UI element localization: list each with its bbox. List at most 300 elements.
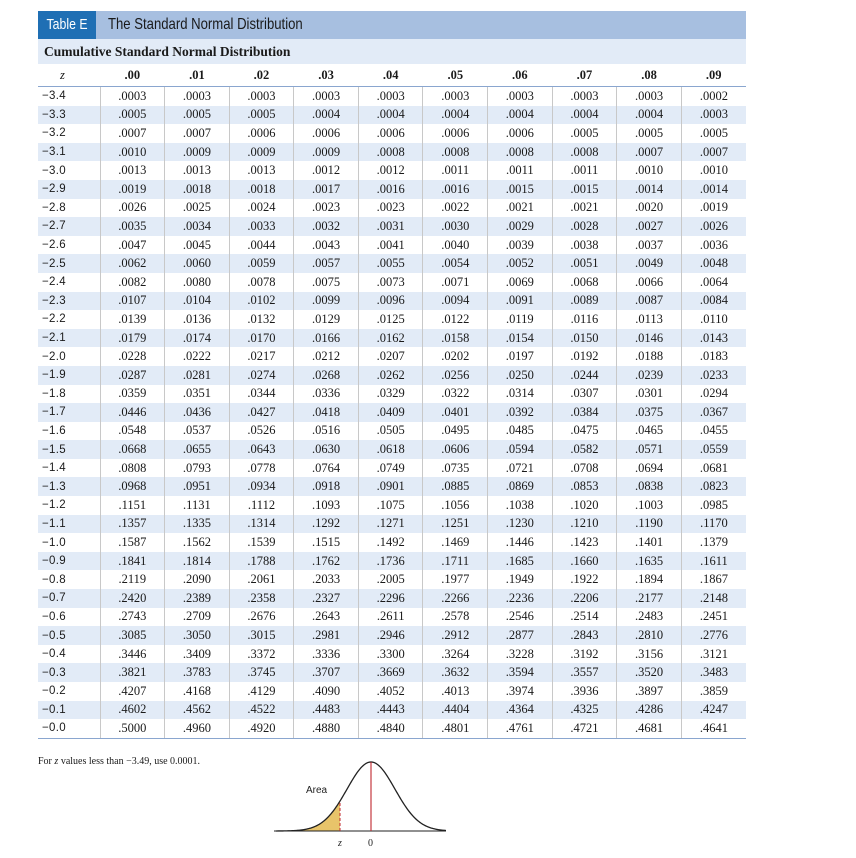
probability-cell: .2358 (229, 589, 294, 608)
column-header: .03 (294, 64, 359, 87)
probability-cell: .0793 (165, 459, 230, 478)
probability-cell: .4522 (229, 701, 294, 720)
probability-cell: .1379 (681, 533, 746, 552)
probability-cell: .0207 (358, 347, 423, 366)
probability-cell: .0427 (229, 403, 294, 422)
probability-cell: .1949 (488, 570, 553, 589)
probability-cell: .0004 (423, 106, 488, 125)
probability-cell: .0064 (681, 273, 746, 292)
probability-cell: .0003 (358, 87, 423, 106)
probability-cell: .2296 (358, 589, 423, 608)
probability-cell: .0009 (165, 143, 230, 162)
column-header: .07 (552, 64, 617, 87)
probability-cell: .0012 (358, 161, 423, 180)
probability-cell: .0643 (229, 440, 294, 459)
probability-cell: .0008 (552, 143, 617, 162)
probability-cell: .0307 (552, 385, 617, 404)
probability-cell: .0465 (617, 422, 682, 441)
probability-cell: .0132 (229, 310, 294, 329)
probability-cell: .3520 (617, 663, 682, 682)
probability-cell: .0048 (681, 254, 746, 273)
table-row (38, 310, 746, 329)
probability-cell: .0003 (165, 87, 230, 106)
probability-cell: .0024 (229, 199, 294, 218)
probability-cell: .0005 (552, 124, 617, 143)
probability-cell: .0179 (100, 329, 165, 348)
probability-cell: .1170 (681, 515, 746, 534)
table-row (38, 199, 746, 218)
probability-cell: .3783 (165, 663, 230, 682)
column-header: .05 (423, 64, 488, 87)
area-label: Area (306, 785, 328, 796)
probability-cell: .2912 (423, 626, 488, 645)
probability-cell: .0089 (552, 292, 617, 311)
column-header: .01 (165, 64, 230, 87)
probability-cell: .0029 (488, 217, 553, 236)
probability-cell: .0375 (617, 403, 682, 422)
z-value-cell: −1.4 (42, 462, 66, 475)
probability-cell: .0059 (229, 254, 294, 273)
table-row (38, 403, 746, 422)
z-value-cell: −3.3 (38, 106, 100, 125)
probability-cell: .4721 (552, 719, 617, 738)
probability-cell: .0256 (423, 366, 488, 385)
probability-cell: .2236 (488, 589, 553, 608)
z-value-cell: −1.9 (38, 366, 100, 385)
probability-cell: .0274 (229, 366, 294, 385)
probability-cell: .0004 (488, 106, 553, 125)
probability-cell: .1867 (681, 570, 746, 589)
probability-cell: .0485 (488, 422, 553, 441)
probability-cell: .0007 (681, 143, 746, 162)
probability-cell: .0008 (423, 143, 488, 162)
footnote (38, 756, 200, 767)
probability-cell: .3859 (681, 682, 746, 701)
probability-cell: .3594 (488, 663, 553, 682)
probability-cell: .0006 (488, 124, 553, 143)
probability-cell: .0107 (100, 292, 165, 311)
probability-cell: .0015 (552, 180, 617, 199)
column-header: .02 (229, 64, 294, 87)
probability-cell: .0162 (358, 329, 423, 348)
probability-cell: .1762 (294, 552, 359, 571)
probability-cell: .1131 (165, 496, 230, 515)
probability-cell: .0170 (229, 329, 294, 348)
probability-cell: .0985 (681, 496, 746, 515)
probability-cell: .0019 (681, 199, 746, 218)
probability-cell: .0051 (552, 254, 617, 273)
z-axis-label: z (338, 838, 342, 849)
probability-cell: .0026 (100, 199, 165, 218)
probability-cell: .0336 (294, 385, 359, 404)
probability-cell: .1446 (488, 533, 553, 552)
probability-cell: .0055 (358, 254, 423, 273)
probability-cell: .0197 (488, 347, 553, 366)
table-row (38, 663, 746, 682)
table-row (38, 217, 746, 236)
probability-cell: .0102 (229, 292, 294, 311)
probability-cell: .2676 (229, 608, 294, 627)
probability-cell: .4207 (100, 682, 165, 701)
normal-curve-figure (270, 760, 450, 858)
probability-cell: .1093 (294, 496, 359, 515)
probability-cell: .0019 (100, 180, 165, 199)
probability-cell: .0110 (681, 310, 746, 329)
probability-cell: .0010 (100, 143, 165, 162)
probability-cell: .2546 (488, 608, 553, 627)
probability-cell: .0039 (488, 236, 553, 255)
probability-cell: .0446 (100, 403, 165, 422)
z-value-cell: −0.7 (38, 589, 100, 608)
probability-cell: .4129 (229, 682, 294, 701)
table-row (38, 180, 746, 199)
probability-cell: .4840 (358, 719, 423, 738)
probability-cell: .0087 (617, 292, 682, 311)
table-row (38, 292, 746, 311)
z-value-cell: −2.4 (42, 276, 66, 289)
table-row (38, 124, 746, 143)
probability-cell: .4562 (165, 701, 230, 720)
probability-cell: .1423 (552, 533, 617, 552)
z-value-cell: −1.7 (38, 403, 100, 422)
probability-cell: .0735 (423, 459, 488, 478)
probability-cell: .0052 (488, 254, 553, 273)
table-row (38, 608, 746, 627)
probability-cell: .0060 (165, 254, 230, 273)
probability-cell: .3156 (617, 645, 682, 664)
probability-cell: .1292 (294, 515, 359, 534)
probability-cell: .0301 (617, 385, 682, 404)
probability-cell: .3557 (552, 663, 617, 682)
probability-cell: .0537 (165, 422, 230, 441)
probability-cell: .4364 (488, 701, 553, 720)
probability-cell: .0084 (681, 292, 746, 311)
probability-cell: .0582 (552, 440, 617, 459)
probability-cell: .1635 (617, 552, 682, 571)
probability-cell: .0618 (358, 440, 423, 459)
probability-cell: .0129 (294, 310, 359, 329)
probability-cell: .2327 (294, 589, 359, 608)
z-value-cell: −2.5 (38, 254, 100, 273)
probability-cell: .0004 (552, 106, 617, 125)
table-row (38, 682, 746, 701)
probability-cell: .0764 (294, 459, 359, 478)
probability-cell: .0749 (358, 459, 423, 478)
probability-cell: .0011 (488, 161, 553, 180)
probability-cell: .1210 (552, 515, 617, 534)
probability-cell: .0011 (552, 161, 617, 180)
probability-cell: .0005 (165, 106, 230, 125)
column-header: .04 (358, 64, 423, 87)
probability-cell: .0384 (552, 403, 617, 422)
probability-cell: .0869 (488, 477, 553, 496)
probability-cell: .1038 (488, 496, 553, 515)
z-value-cell: −3.4 (42, 90, 66, 103)
table-row (38, 422, 746, 441)
table-row (38, 106, 746, 125)
probability-cell: .0004 (617, 106, 682, 125)
z-value-cell: −1.1 (38, 515, 100, 534)
probability-cell: .0013 (229, 161, 294, 180)
probability-cell: .0020 (617, 199, 682, 218)
probability-cell: .0409 (358, 403, 423, 422)
z-value-cell: −1.5 (38, 440, 100, 459)
probability-cell: .0005 (100, 106, 165, 125)
table-row (38, 719, 746, 738)
probability-cell: .0045 (165, 236, 230, 255)
probability-cell: .0838 (617, 477, 682, 496)
probability-cell: .2643 (294, 608, 359, 627)
probability-cell: .2877 (488, 626, 553, 645)
zero-axis-label: 0 (368, 838, 373, 849)
probability-cell: .0006 (358, 124, 423, 143)
probability-cell: .4325 (552, 701, 617, 720)
probability-cell: .0078 (229, 273, 294, 292)
footnote-text-before: For (38, 756, 55, 767)
probability-cell: .0244 (552, 366, 617, 385)
probability-cell: .3264 (423, 645, 488, 664)
probability-cell: .0096 (358, 292, 423, 311)
probability-cell: .0006 (229, 124, 294, 143)
probability-cell: .2810 (617, 626, 682, 645)
probability-cell: .0212 (294, 347, 359, 366)
probability-cell: .0026 (681, 217, 746, 236)
probability-cell: .0606 (423, 440, 488, 459)
probability-cell: .4013 (423, 682, 488, 701)
z-value-cell: −1.0 (42, 536, 66, 549)
probability-cell: .2981 (294, 626, 359, 645)
table-row (38, 143, 746, 162)
probability-cell: .0094 (423, 292, 488, 311)
z-value-cell: −2.1 (38, 329, 100, 348)
probability-cell: .0022 (423, 199, 488, 218)
probability-cell: .4286 (617, 701, 682, 720)
probability-cell: .2033 (294, 570, 359, 589)
probability-cell: .0068 (552, 273, 617, 292)
probability-cell: .1075 (358, 496, 423, 515)
probability-cell: .2843 (552, 626, 617, 645)
table-row (38, 645, 746, 664)
table-row (38, 552, 746, 571)
probability-cell: .0027 (617, 217, 682, 236)
probability-cell: .1841 (100, 552, 165, 571)
table-subtitle: Cumulative Standard Normal Distribution (44, 44, 291, 59)
column-header-row (38, 64, 746, 87)
probability-cell: .0143 (681, 329, 746, 348)
probability-cell: .4880 (294, 719, 359, 738)
z-value-cell: −2.6 (42, 239, 66, 252)
normal-curve (276, 762, 446, 831)
probability-cell: .0217 (229, 347, 294, 366)
probability-cell: .0034 (165, 217, 230, 236)
probability-cell: .0044 (229, 236, 294, 255)
z-table (38, 64, 746, 739)
probability-cell: .0009 (294, 143, 359, 162)
probability-cell: .0594 (488, 440, 553, 459)
probability-cell: .0721 (488, 459, 553, 478)
probability-cell: .4761 (488, 719, 553, 738)
probability-cell: .3336 (294, 645, 359, 664)
probability-cell: .0038 (552, 236, 617, 255)
table-row (38, 329, 746, 348)
table-row (38, 570, 746, 589)
probability-cell: .0495 (423, 422, 488, 441)
probability-cell: .0630 (294, 440, 359, 459)
probability-cell: .0359 (100, 385, 165, 404)
probability-cell: .0016 (423, 180, 488, 199)
probability-cell: .0136 (165, 310, 230, 329)
probability-cell: .0901 (358, 477, 423, 496)
probability-cell: .0139 (100, 310, 165, 329)
probability-cell: .0041 (358, 236, 423, 255)
table-row (38, 589, 746, 608)
probability-cell: .0082 (100, 273, 165, 292)
probability-cell: .1515 (294, 533, 359, 552)
probability-cell: .2483 (617, 608, 682, 627)
probability-cell: .0516 (294, 422, 359, 441)
table-row (38, 626, 746, 645)
table-row (38, 366, 746, 385)
probability-cell: .0233 (681, 366, 746, 385)
probability-cell: .2177 (617, 589, 682, 608)
probability-cell: .2709 (165, 608, 230, 627)
probability-cell: .1271 (358, 515, 423, 534)
probability-cell: .0099 (294, 292, 359, 311)
probability-cell: .1611 (681, 552, 746, 571)
probability-cell: .4681 (617, 719, 682, 738)
probability-cell: .0091 (488, 292, 553, 311)
probability-cell: .0066 (617, 273, 682, 292)
z-value-cell: −0.8 (42, 573, 66, 586)
probability-cell: .0188 (617, 347, 682, 366)
probability-cell: .0037 (617, 236, 682, 255)
probability-cell: .2451 (681, 608, 746, 627)
z-value-cell: −2.7 (38, 217, 100, 236)
probability-cell: .0314 (488, 385, 553, 404)
probability-cell: .0018 (165, 180, 230, 199)
probability-cell: .1401 (617, 533, 682, 552)
z-value-cell: −0.5 (38, 626, 100, 645)
table-row (38, 515, 746, 534)
probability-cell: .4443 (358, 701, 423, 720)
probability-cell: .0071 (423, 273, 488, 292)
probability-cell: .0008 (358, 143, 423, 162)
table-row (38, 533, 746, 552)
probability-cell: .0239 (617, 366, 682, 385)
probability-cell: .0392 (488, 403, 553, 422)
z-value-cell: −3.1 (38, 143, 100, 162)
z-value-cell: −0.6 (42, 610, 66, 623)
probability-cell: .0021 (488, 199, 553, 218)
probability-cell: .0007 (617, 143, 682, 162)
probability-cell: .0116 (552, 310, 617, 329)
probability-cell: .4801 (423, 719, 488, 738)
z-value-cell: −1.8 (42, 387, 66, 400)
probability-cell: .3050 (165, 626, 230, 645)
probability-cell: .0031 (358, 217, 423, 236)
z-value-cell: −2.3 (38, 292, 100, 311)
z-value-cell: −0.3 (38, 663, 100, 682)
probability-cell: .0344 (229, 385, 294, 404)
probability-cell: .0007 (165, 124, 230, 143)
probability-cell: .3974 (488, 682, 553, 701)
column-header: .08 (617, 64, 682, 87)
probability-cell: .0002 (681, 87, 746, 106)
probability-cell: .1587 (100, 533, 165, 552)
z-value-cell: −3.2 (42, 127, 66, 140)
probability-cell: .0054 (423, 254, 488, 273)
probability-cell: .0013 (100, 161, 165, 180)
probability-cell: .1335 (165, 515, 230, 534)
probability-cell: .0228 (100, 347, 165, 366)
probability-cell: .0166 (294, 329, 359, 348)
probability-cell: .0007 (100, 124, 165, 143)
probability-cell: .4641 (681, 719, 746, 738)
probability-cell: .0032 (294, 217, 359, 236)
probability-cell: .0559 (681, 440, 746, 459)
probability-cell: .4483 (294, 701, 359, 720)
probability-cell: .1894 (617, 570, 682, 589)
probability-cell: .0003 (681, 106, 746, 125)
probability-cell: .0329 (358, 385, 423, 404)
probability-cell: .3192 (552, 645, 617, 664)
table-row (38, 273, 746, 292)
table-row (38, 440, 746, 459)
probability-cell: .2514 (552, 608, 617, 627)
probability-cell: .0436 (165, 403, 230, 422)
z-value-cell: −1.3 (38, 477, 100, 496)
probability-cell: .0035 (100, 217, 165, 236)
z-value-cell: −3.0 (42, 164, 66, 177)
probability-cell: .1977 (423, 570, 488, 589)
probability-cell: .0006 (294, 124, 359, 143)
probability-cell: .0968 (100, 477, 165, 496)
probability-cell: .0885 (423, 477, 488, 496)
probability-cell: .0017 (294, 180, 359, 199)
probability-cell: .0571 (617, 440, 682, 459)
probability-cell: .1539 (229, 533, 294, 552)
probability-cell: .3821 (100, 663, 165, 682)
probability-cell: .0036 (681, 236, 746, 255)
probability-cell: .2420 (100, 589, 165, 608)
probability-cell: .2005 (358, 570, 423, 589)
probability-cell: .3936 (552, 682, 617, 701)
probability-cell: .1660 (552, 552, 617, 571)
table-row (38, 87, 746, 106)
probability-cell: .0003 (488, 87, 553, 106)
table-row (38, 496, 746, 515)
probability-cell: .0455 (681, 422, 746, 441)
probability-cell: .4602 (100, 701, 165, 720)
probability-cell: .4404 (423, 701, 488, 720)
probability-cell: .0287 (100, 366, 165, 385)
probability-cell: .0401 (423, 403, 488, 422)
probability-cell: .1814 (165, 552, 230, 571)
probability-cell: .3228 (488, 645, 553, 664)
table-label-box (38, 11, 96, 39)
z-value-cell: −0.1 (38, 701, 100, 720)
probability-cell: .0005 (681, 124, 746, 143)
probability-cell: .3669 (358, 663, 423, 682)
z-table-container (38, 64, 746, 739)
probability-cell: .3015 (229, 626, 294, 645)
z-value-cell: −1.6 (42, 424, 66, 437)
probability-cell: .1562 (165, 533, 230, 552)
z-value-cell: −0.0 (38, 719, 100, 738)
probability-cell: .0008 (488, 143, 553, 162)
probability-cell: .0030 (423, 217, 488, 236)
probability-cell: .3897 (617, 682, 682, 701)
